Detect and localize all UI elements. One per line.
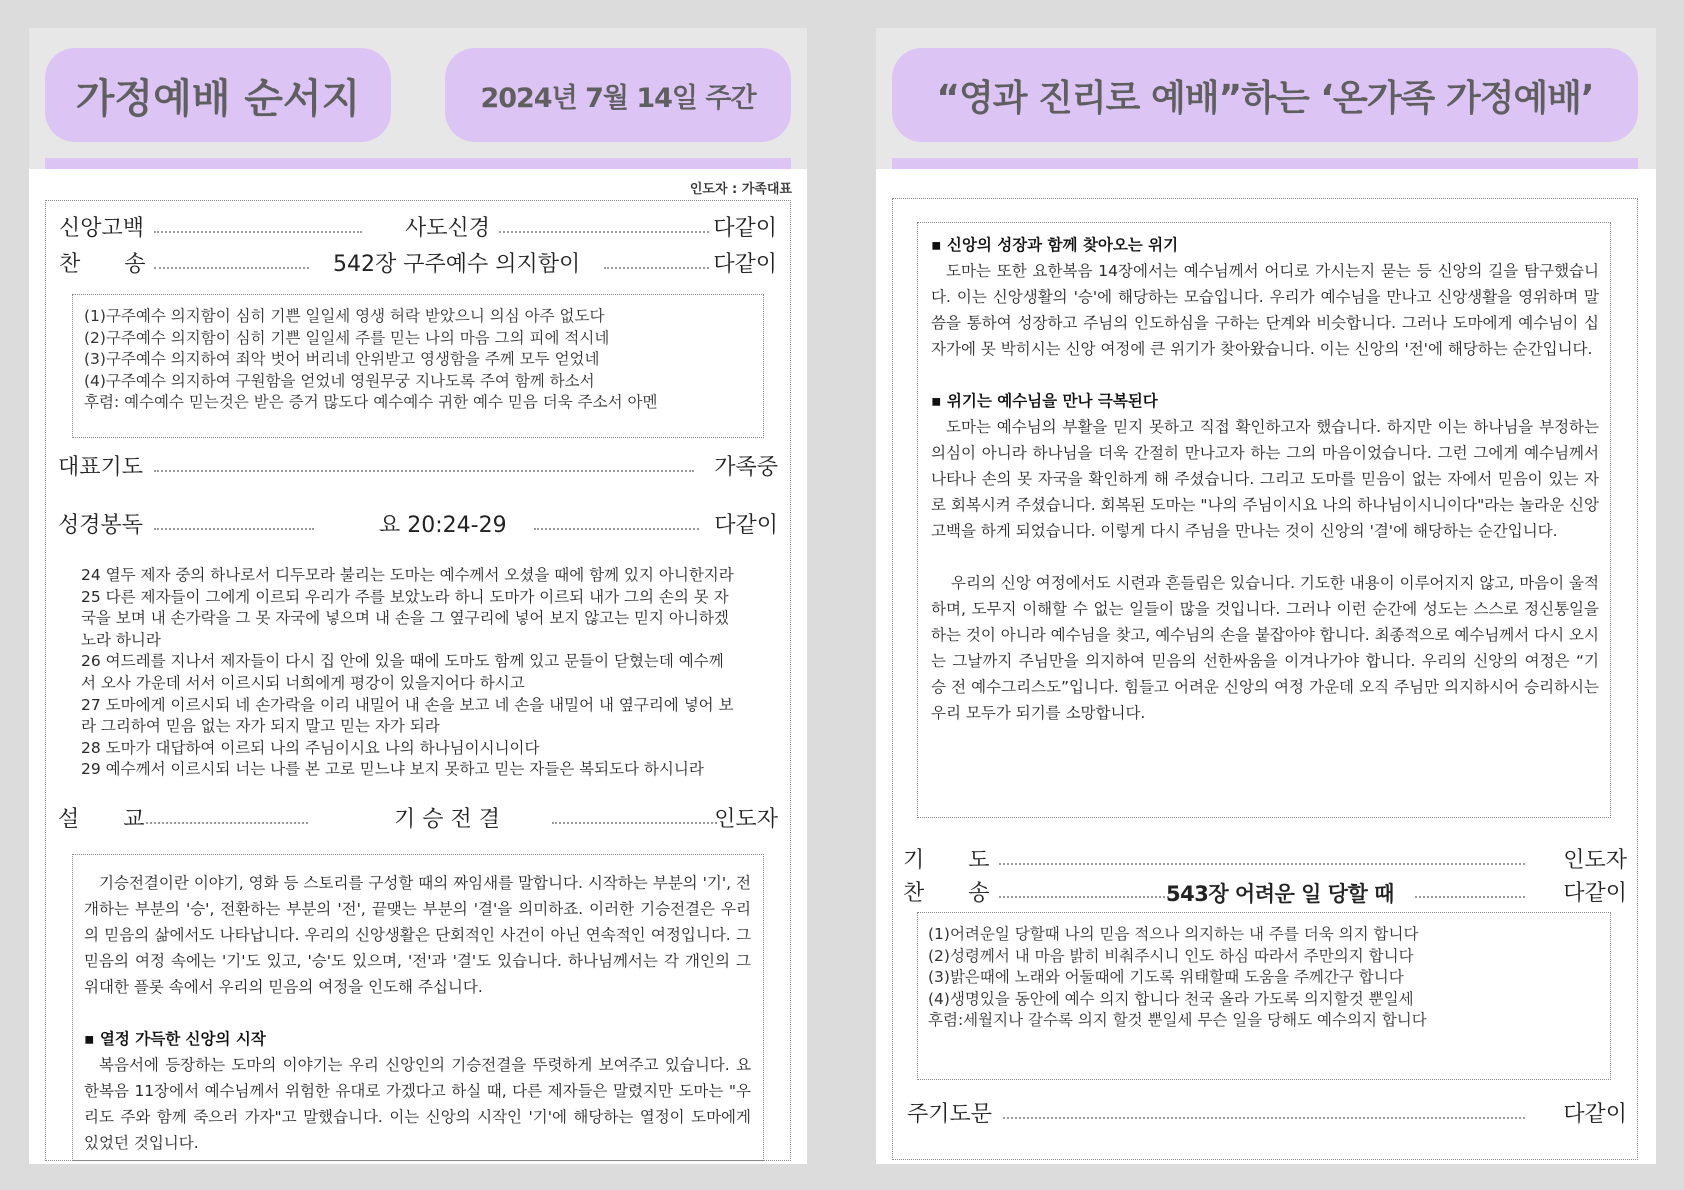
message-text [931, 232, 1599, 726]
row-right: 다같이 [1563, 1102, 1627, 1127]
row-label: 찬 송 [903, 881, 990, 906]
order-row-prayer [58, 453, 778, 483]
row-label: 성경봉독 [58, 513, 144, 538]
row-label: 주기도문 [907, 1102, 993, 1127]
scripture-text [81, 565, 734, 781]
row-center: 543장 어려운 일 당할 때 [1166, 882, 1394, 906]
leader-dots [999, 896, 1169, 898]
row-right: 다같이 [713, 216, 777, 241]
leader-dots [604, 267, 709, 269]
row-label: 대표기도 [58, 455, 144, 480]
order-row-lords-prayer [907, 1100, 1627, 1130]
sermon-section-body: 복음서에 등장하는 도마의 이야기는 우리 신앙인의 기승전결을 뚜렷하게 보여주고 있습니다. 요한복음 11장에서 예수님께서 위험한 유대로 가겠다고 하실 때, 다른 제자들은 말렸지만 도마는 "우리도 주와 함께 죽으러 가자"고 말했습니다. 이는 신앙의 시작인 '기'에 해당하는 열정이 도마에게 있었던 것입니다. [84, 1056, 751, 1152]
right-page [876, 28, 1656, 1164]
week-date: 2024년 7월 14일 주간 [445, 48, 791, 142]
worship-title: “영과 진리로 예배”하는 ‘온가족 가정예배’ [892, 48, 1638, 142]
row-label: 기 도 [903, 848, 990, 873]
header-bar [45, 158, 791, 169]
lyric-line: (2)구주예수 의지함이 심히 기쁜 일일세 주를 믿는 나의 마음 그의 피에 적시네 [84, 328, 610, 347]
leader-dots [154, 528, 314, 530]
row-right: 인도자 [714, 807, 778, 832]
hymn-lyrics [84, 306, 657, 414]
order-row-scripture [58, 511, 778, 541]
scripture-line: 라 그리하여 믿음 없는 자가 되지 말고 믿는 자가 되라 [81, 717, 440, 736]
row-right: 다같이 [1563, 881, 1627, 906]
row-right: 인도자 [1563, 848, 1627, 873]
scripture-line: 26 여드레를 지나서 제자들이 다시 집 안에 있을 때에 도마도 함께 있고 문들이 닫혔는데 예수께 [81, 652, 724, 671]
order-row-prayer [903, 846, 1627, 876]
scripture-line: 27 도마에게 이르시되 네 손가락을 이리 내밀어 내 손을 보고 네 손을 내밀어 내 옆구리에 넣어 보 [81, 695, 734, 714]
order-row-sermon [58, 805, 778, 835]
lyric-line: (2)성령께서 내 마음 밝히 비춰주시니 인도 하심 따라서 주만의지 합니다 [928, 946, 1414, 965]
leader-dots [1415, 896, 1525, 898]
row-center: 542장 구주예수 의지함이 [333, 252, 581, 277]
leader-note: 인도자 : 가족대표 [689, 182, 792, 197]
order-title: 가정예배 순서지 [45, 48, 391, 142]
section-title: ▪ 신앙의 성장과 함께 찾아오는 위기 [931, 236, 1179, 254]
section-body: 우리의 신앙 여정에서도 시련과 흔들림은 있습니다. 기도한 내용이 이루어지지 않고, 마음이 울적하며, 도무지 이해할 수 없는 일들이 많을 것입니다. 그러나 이런 순간에 성도는 스스로 정신통일을 하는 것이 아니라 예수님을 찾고, 예수님의 손을 붙잡아야 합니다. 최종적으로 예수님께서 다시 오시는 그날까지 주님만을 의지하여 믿음의 선한싸움을 이겨나가야 합니다. 우리의 신앙의 여정은 “기 승 전 예수그리스도”입니다. 힘들고 어려운 신앙의 여정 가운데 오직 주님만 의지하시어 승리하시는 우리 모두가 되기를 소망합니다. [931, 574, 1600, 722]
section-body: 도마는 예수님의 부활을 믿지 못하고 직접 확인하고자 했습니다. 하지만 이는 하나님을 부정하는 의심이 아니라 하나님을 더욱 간절히 만나고자 하는 그의 마음이었습니다. 그런 그에게 예수님께서 나타나 손의 못 자국을 확인하게 해 주셨습니다. 그리고 도마를 믿음이 없는 자에서 믿음이 있는 자로 회복시켜 주셨습니다. 회복된 도마는 "나의 주님이시요 나의 하나님이시니이다"라는 놀라운 신앙 고백을 하게 되었습니다. 이렇게 다시 주님을 만나는 것이 신앙의 '결'에 해당하는 순간입니다. [931, 418, 1599, 540]
row-center: 기 승 전 결 [394, 807, 500, 832]
leader-dots [534, 528, 699, 530]
leader-dots [552, 822, 717, 824]
order-row-hymn [903, 879, 1627, 909]
scripture-line: 25 다른 제자들이 그에게 이르되 우리가 주를 보았노라 하니 도마가 이르되 내가 그의 손의 못 자 [81, 587, 729, 606]
row-label: 찬 송 [59, 252, 146, 277]
row-right: 가족중 [714, 455, 778, 480]
hymn-lyrics [928, 924, 1427, 1032]
scripture-line: 24 열두 제자 중의 하나로서 디두모라 불리는 도마는 예수께서 오셨을 때에 함께 있지 아니한지라 [81, 566, 734, 584]
leader-dots [146, 822, 308, 824]
row-right: 다같이 [714, 513, 778, 538]
lyric-line: (1)어려운일 당할때 나의 믿음 적으나 의지하는 내 주를 더욱 의지 합니다 [928, 925, 1419, 943]
lyric-line: (3)밝은때에 노래와 어둘때에 기도록 위태할때 도움을 주께간구 합니다 [928, 968, 1404, 987]
order-row-hymn [59, 250, 777, 280]
sermon-intro: 기승전결이란 이야기, 영화 등 스토리를 구성할 때의 짜임새를 말합니다. 시작하는 부분의 '기', 전개하는 부분의 '승', 전환하는 부분의 '전', 끝맺는 부분의 '결'을 의미하죠. 이러한 기승전결은 우리의 믿음의 삶에서도 나타납니다. 우리의 신앙생활은 단회적인 사건이 아닌 연속적인 여정입니다. 그 믿음의 여정 속에는 '기'도 있고, '승'도 있으며, '전'과 '결'도 있습니다. 하나님께서는 각 개인의 그 위대한 플롯 속에서 우리의 믿음의 여정을 인도해 주십니다. [84, 874, 751, 996]
lyric-line: 후렴: 예수예수 믿는것은 받은 증거 많도다 예수예수 귀한 예수 믿음 더욱 주소서 아멘 [84, 393, 658, 412]
leader-dots [1003, 1117, 1525, 1119]
row-label: 설 교 [58, 807, 145, 832]
left-page [29, 28, 807, 1164]
section-title: ▪ 위기는 예수님을 만나 극복된다 [931, 392, 1158, 410]
leader-dots [154, 231, 362, 233]
scripture-line: 노라 하니라 [81, 630, 161, 649]
header-bar [892, 158, 1638, 169]
sermon-text [84, 870, 751, 1156]
leader-dots [154, 470, 694, 472]
lyric-line: (1)구주예수 의지함이 심히 기쁜 일일세 영생 허락 받았으니 의심 아주 없도다 [84, 307, 605, 325]
sermon-section-title: ▪ 열정 가득한 신앙의 시작 [84, 1030, 266, 1048]
section-body: 도마는 또한 요한복음 14장에서는 예수님께서 어디로 가시는지 묻는 등 신앙의 길을 탐구했습니다. 이는 신앙생활의 '승'에 해당하는 모습입니다. 우리가 예수님을 만나고 신앙생활을 영위하며 말씀을 통하여 성장하고 주님의 인도하심을 구하는 단계와 비슷합니다. 그러나 도마에게 예수님이 십자가에 못 박히시는 신앙 여정에 큰 위기가 찾아왔습니다. 이는 신앙의 '전'에 해당하는 순간입니다. [931, 262, 1599, 358]
lyric-line: (4)구주예수 의지하여 구원함을 얻었네 영원무궁 지나도록 주여 함께 하소서 [84, 371, 595, 390]
leader-dots [999, 863, 1525, 865]
leader-dots [154, 267, 309, 269]
scripture-line: 29 예수께서 이르시되 너는 나를 본 고로 믿느냐 보지 못하고 믿는 자들은 복되도다 하시니라 [81, 760, 704, 779]
row-label: 신앙고백 [59, 216, 145, 241]
row-right: 다같이 [713, 252, 777, 277]
leader-dots [499, 231, 709, 233]
row-center: 사도신경 [405, 216, 491, 241]
lyric-line: 후렴:세월지나 갈수록 의지 할것 뿐일세 무슨 일을 당해도 예수의지 합니다 [928, 1011, 1427, 1030]
scripture-line: 서 오사 가운데 서서 이르시되 너희에게 평강이 있을지어다 하시고 [81, 673, 525, 692]
scripture-line: 국을 보며 내 손가락을 그 못 자국에 넣으며 내 손을 그 옆구리에 넣어 보지 않고는 믿지 아니하겠 [81, 609, 729, 628]
lyric-line: (4)생명있을 동안에 예수 의지 합니다 천국 올라 가도록 의지할것 뿐일세 [928, 989, 1414, 1008]
row-center: 요 20:24-29 [379, 513, 507, 538]
lyric-line: (3)구주예수 의지하여 죄악 벗어 버리네 안위받고 영생함을 주께 모두 얻었네 [84, 350, 600, 369]
order-row-creed [59, 214, 777, 244]
scripture-line: 28 도마가 대답하여 이르되 나의 주님이시요 나의 하나님이시니이다 [81, 738, 540, 757]
